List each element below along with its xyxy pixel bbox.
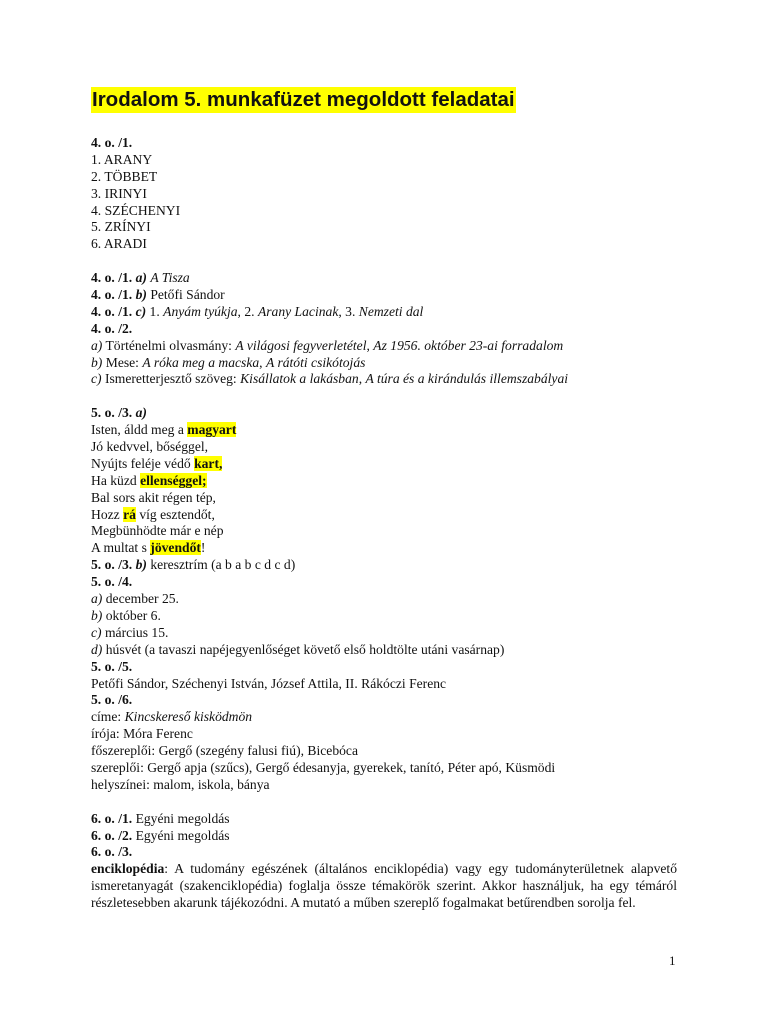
poem-line: Nyújts feléje védő kart, [91, 455, 223, 471]
document-body [91, 135, 677, 912]
poem-line: Bal sors akit régen tép, [91, 489, 216, 505]
answer-line: írója: Móra Ferenc [91, 726, 193, 742]
exercise-heading: 5. o. /5. [91, 658, 133, 674]
definition-term: enciklopédia [91, 861, 165, 877]
list-item: 4. SZÉCHENYI [91, 202, 181, 218]
highlighted-word: kart, [194, 455, 223, 471]
answer-line: d) húsvét (a tavaszi napéjegyenlőséget követő első holdtölte utáni vasárnap) [91, 641, 505, 657]
highlighted-word: jövendőt [150, 540, 201, 556]
answer-line: c) Ismeretterjesztő szöveg: Kisállatok a lakásban, A túra és a kirándulás illemszabályai [91, 371, 569, 387]
highlighted-word: ellenséggel; [140, 472, 207, 488]
exercise-heading: 4. o. /1. [91, 135, 133, 150]
highlighted-word: rá [123, 506, 136, 522]
answer-line: b) Mese: A róka meg a macska, A rátóti csikótojás [91, 354, 366, 370]
list-item: 3. IRINYI [91, 185, 147, 201]
answer-line: főszereplői: Gergő (szegény falusi fiú), Bicebóca [91, 743, 358, 759]
answer-line: 4. o. /1. b) Petőfi Sándor [91, 287, 225, 303]
answer-line: címe: Kincskereső kisködmön [91, 709, 253, 725]
answer-line: a) december 25. [91, 591, 179, 607]
list-item: 6. ARADI [91, 236, 147, 252]
answer-line: 4. o. /1. c) 1. Anyám tyúkja, 2. Arany Lacinak, 3. Nemzeti dal [91, 303, 424, 319]
list-item: 1. ARANY [91, 151, 153, 167]
exercise-heading: 6. o. /3. [91, 844, 133, 860]
exercise-heading: 4. o. /2. [91, 320, 133, 336]
answer-line: c) március 15. [91, 624, 169, 640]
poem-line: Isten, áldd meg a magyart [91, 422, 237, 438]
exercise-heading: 5. o. /4. [91, 574, 133, 590]
page-number: 1 [669, 953, 676, 968]
exercise-heading: 5. o. /3. a) [91, 405, 147, 421]
exercise-heading: 5. o. /6. [91, 692, 133, 708]
answer-line: b) október 6. [91, 607, 161, 623]
answer-line: 5. o. /3. b) keresztrím (a b a b c d c d) [91, 557, 296, 573]
poem-line: A multat s jövendőt! [91, 540, 206, 556]
list-item: 2. TÖBBET [91, 168, 158, 184]
poem-line: Megbünhödte már e nép [91, 523, 224, 539]
answer-line: szereplői: Gergő apja (szűcs), Gergő édesanyja, gyerekek, tanító, Péter apó, Küsmödi [91, 759, 556, 775]
page-title: Irodalom 5. munkafüzet megoldott feladatai [92, 88, 515, 111]
poem-line: Hozz rá víg esztendőt, [91, 506, 215, 522]
answer-line: Petőfi Sándor, Széchenyi István, József Attila, II. Rákóczi Ferenc [91, 675, 447, 691]
list-item: 5. ZRÍNYI [91, 219, 151, 235]
poem-line: Ha küzd ellenséggel; [91, 472, 207, 488]
answer-line: 4. o. /1. a) A Tisza [91, 270, 190, 286]
definition-paragraph: enciklopédia: A tudomány egészének (általános enciklopédia) vagy egy tudományterületnek alapvető ismeretanyagát (szakenciklopédia) foglalja össze témakörök szerint. Akkor használjuk, ha egy témáról részletesebben akarunk tájékozódni. A mutató a műben szereplő fogalmakat betűrendben sorolja fel. [91, 861, 677, 911]
answer-line: a) Történelmi olvasmány: A világosi fegyverletétel, Az 1956. október 23-ai forradalom [91, 337, 564, 353]
highlighted-word: magyart [187, 422, 237, 438]
poem-line: Jó kedvvel, bőséggel, [91, 439, 209, 455]
answer-line: helyszínei: malom, iskola, bánya [91, 776, 270, 792]
answer-line: 6. o. /1. Egyéni megoldás [91, 810, 230, 826]
answer-line: 6. o. /2. Egyéni megoldás [91, 827, 230, 843]
